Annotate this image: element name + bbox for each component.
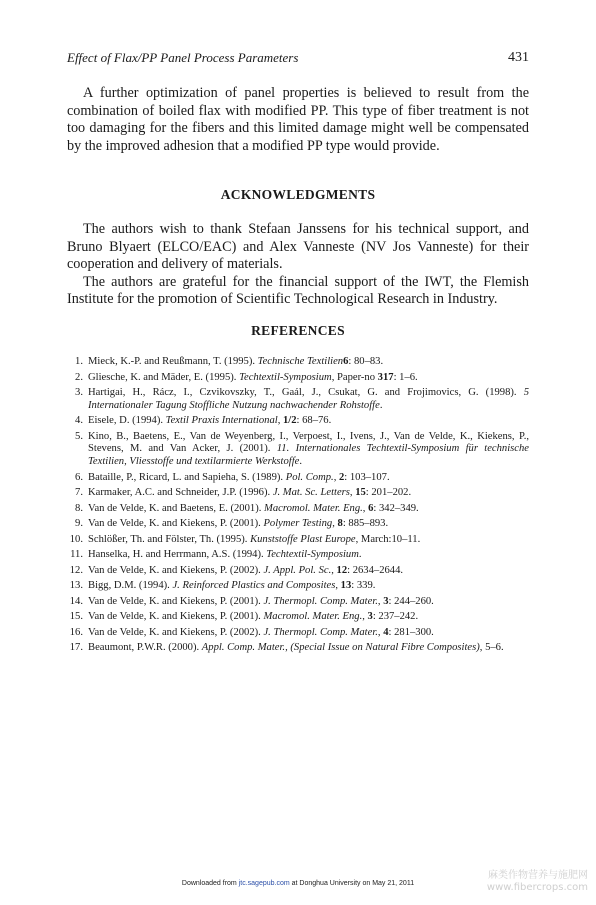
acknowledgments-section <box>67 221 529 309</box>
reference-number: 7. <box>75 487 83 499</box>
watermark-line: www.fibercrops.com <box>486 882 588 893</box>
reference-item <box>67 356 529 369</box>
reference-list <box>67 356 529 658</box>
reference-authors: Van de Velde, K. and Kiekens, P. (2002). <box>88 626 264 638</box>
reference-volume: 8 <box>337 518 343 530</box>
reference-volume: 3 <box>383 595 389 607</box>
footer-suffix: at Donghua University on May 21, 2011 <box>289 880 415 887</box>
reference-number: 14. <box>69 595 83 607</box>
reference-authors: Van de Velde, K. and Kiekens, P. (2001). <box>88 518 264 530</box>
reference-pages: : 2634–2644. <box>347 564 404 576</box>
reference-item <box>67 565 529 578</box>
reference-pages: : 80–83. <box>348 356 384 367</box>
reference-separator: , <box>377 626 384 638</box>
reference-pages: : 885–893. <box>342 518 389 530</box>
reference-authors: Van de Velde, K. and Kiekens, P. (2001). <box>88 595 264 607</box>
reference-separator: , <box>349 487 356 499</box>
reference-number: 5. <box>75 430 83 442</box>
reference-pages: . <box>299 456 303 468</box>
reference-title: Macromol. Mater. Eng. <box>263 611 363 623</box>
reference-pages: : 103–107. <box>344 471 390 483</box>
reference-number: 9. <box>75 518 83 530</box>
reference-title: Appl. Comp. Mater., (Special Issue on Natural Fibre Composites) <box>201 642 480 654</box>
footer-link[interactable]: jtc.sagepub.com <box>238 880 290 887</box>
footer-prefix: Downloaded from <box>181 880 239 887</box>
reference-item <box>67 549 529 562</box>
watermark <box>487 870 588 894</box>
reference-item <box>67 580 529 593</box>
reference-separator: , <box>377 595 384 607</box>
reference-authors: Van de Velde, K. and Baetens, E. (2001). <box>88 502 265 514</box>
reference-authors: Gliesche, K. and Mäder, E. (1995). <box>88 371 240 383</box>
reference-number: 12. <box>69 564 83 576</box>
reference-authors: Eisele, D. (1994). <box>88 415 166 427</box>
reference-volume: 15 <box>355 487 366 499</box>
reference-number: 3. <box>75 387 83 398</box>
reference-authors: Schlößer, Th. and Fölster, Th. (1995). <box>88 533 251 545</box>
reference-title: Pol. Comp. <box>285 471 334 483</box>
reference-title: Polymer Testing <box>263 518 333 530</box>
reference-authors: Bigg, D.M. (1994). <box>88 580 173 592</box>
reference-authors: Hanselka, H. and Herrmann, A.S. (1994). <box>88 549 267 561</box>
reference-item <box>67 503 529 516</box>
reference-volume: 13 <box>340 580 352 592</box>
reference-pages: : 1–6. <box>393 371 418 383</box>
reference-number: 13. <box>69 580 83 592</box>
reference-item <box>67 431 529 469</box>
reference-number: 10. <box>69 533 83 545</box>
reference-pages: , March:10–11. <box>355 533 421 545</box>
reference-authors: Beaumont, P.W.R. (2000). <box>88 642 202 654</box>
reference-item <box>67 518 529 531</box>
reference-item <box>67 642 529 655</box>
reference-title: J. Reinforced Plastics and Composites <box>172 580 336 592</box>
reference-item <box>67 415 529 428</box>
reference-authors: Kino, B., Baetens, E., Van de Weyenberg, I., Verpoest, I., Ivens, J., Van de Velde, K., Kiekens, P., Stevens, M. and Van Acker, J. (2001). <box>88 430 529 455</box>
reference-number: 11. <box>70 549 83 561</box>
reference-authors: Van de Velde, K. and Kiekens, P. (2001). <box>88 611 264 623</box>
reference-title: J. Mat. Sc. Letters <box>272 487 350 499</box>
reference-separator: , <box>333 471 339 483</box>
reference-volume: 317 <box>377 371 394 383</box>
reference-title: 11. Internationales Techtextil-Symposium für technische Textilien, Vliesstoffe und textilarmierte Werkstoffe <box>88 443 529 468</box>
reference-item <box>67 387 529 412</box>
reference-item <box>67 627 529 640</box>
reference-pages: : 201–202. <box>365 487 412 499</box>
reference-authors: Bataille, P., Ricard, L. and Sapieha, S. (1989). <box>88 471 286 483</box>
reference-separator: , <box>335 580 341 592</box>
reference-number: 8. <box>75 502 83 514</box>
reference-separator: , <box>362 502 369 514</box>
reference-number: 2. <box>75 371 83 383</box>
reference-title: Technische Textilien <box>257 356 344 367</box>
reference-title: J. Thermopl. Comp. Mater. <box>263 595 378 607</box>
reference-title: Macromol. Mater. Eng. <box>264 502 363 514</box>
reference-pages: : 342–349. <box>373 502 419 514</box>
paragraph-text: A further optimization of panel properties is believed to result from the combination of boiled flax with modified PP. This type of fiber treatment is not too damaging for the fibers and this limited damage might well be compensated by the improved adhesion that a modified PP type would provide. <box>67 85 529 154</box>
references-heading: REFERENCES <box>251 323 345 338</box>
reference-pages: , 5–6. <box>479 642 504 654</box>
reference-title: 5 Internationaler Tagung Stoffliche Nutzung nachwachender Rohstoffe <box>88 387 529 411</box>
reference-separator: , <box>277 415 283 427</box>
reference-volume: 6 <box>343 356 349 367</box>
reference-pages: : 68–76. <box>296 415 332 427</box>
reference-item <box>67 487 529 500</box>
reference-number: 1. <box>75 356 83 367</box>
reference-item <box>67 372 529 385</box>
reference-number: 16. <box>69 626 83 638</box>
reference-title: Textil Praxis International <box>165 415 278 427</box>
reference-pages: . <box>358 549 362 561</box>
reference-item <box>67 611 529 624</box>
reference-volume: 3 <box>367 611 373 623</box>
reference-separator: , <box>331 564 337 576</box>
reference-separator: , <box>332 518 338 530</box>
reference-pages: : 339. <box>351 580 376 592</box>
reference-number: 4. <box>75 415 83 427</box>
reference-item <box>67 472 529 485</box>
acknowledgment-paragraph: The authors are grateful for the financial support of the IWT, the Flemish Institute for the promotion of Scientific Technological Research in Industry. <box>67 273 529 308</box>
reference-item <box>67 534 529 547</box>
acknowledgment-paragraph: The authors wish to thank Stefaan Janssens for his technical support, and Bruno Blyaert (ELCO/EAC) and Alex Vanneste (NV Jos Vanneste) for their cooperation and delivery of materials. <box>67 221 529 273</box>
reference-pages: : 237–242. <box>372 611 419 623</box>
body-paragraph <box>67 85 529 155</box>
reference-title: J. Appl. Pol. Sc. <box>263 564 332 576</box>
reference-volume: 1/2 <box>282 415 297 427</box>
reference-title: Techtextil-Symposium <box>266 549 359 561</box>
running-title: Effect of Flax/PP Panel Process Parameters <box>67 50 299 65</box>
reference-item <box>67 596 529 609</box>
reference-number: 17. <box>69 642 83 654</box>
reference-authors: Van de Velde, K. and Kiekens, P. (2002). <box>88 564 264 576</box>
reference-authors: Hartigai, H., Rácz, I., Czvikovszky, T., Gaál, J., Csukat, G. and Frojimovics, G. (1998). <box>88 387 524 398</box>
watermark-line: 麻类作物营养与施肥网 <box>488 870 588 881</box>
reference-separator: , Paper-no <box>331 371 378 383</box>
reference-volume: 4 <box>383 626 389 638</box>
reference-volume: 12 <box>336 564 348 576</box>
reference-authors: Karmaker, A.C. and Schneider, J.P. (1996). <box>88 487 273 499</box>
reference-pages: . <box>379 399 383 411</box>
page-number: 431 <box>508 50 529 65</box>
reference-pages: : 244–260. <box>388 595 434 607</box>
reference-title: Techtextil-Symposium <box>239 371 332 383</box>
reference-separator: , <box>362 611 368 623</box>
reference-title: J. Thermopl. Comp. Mater. <box>263 626 378 638</box>
reference-authors: Mieck, K.-P. and Reußmann, T. (1995). <box>88 356 258 367</box>
reference-number: 6. <box>75 471 83 483</box>
reference-volume: 2 <box>338 471 345 483</box>
acknowledgments-heading: ACKNOWLEDGMENTS <box>220 187 376 202</box>
reference-volume: 6 <box>368 502 374 514</box>
reference-pages: : 281–300. <box>388 626 434 638</box>
reference-number: 15. <box>69 611 83 623</box>
reference-title: Kunststoffe Plast Europe <box>250 533 356 545</box>
